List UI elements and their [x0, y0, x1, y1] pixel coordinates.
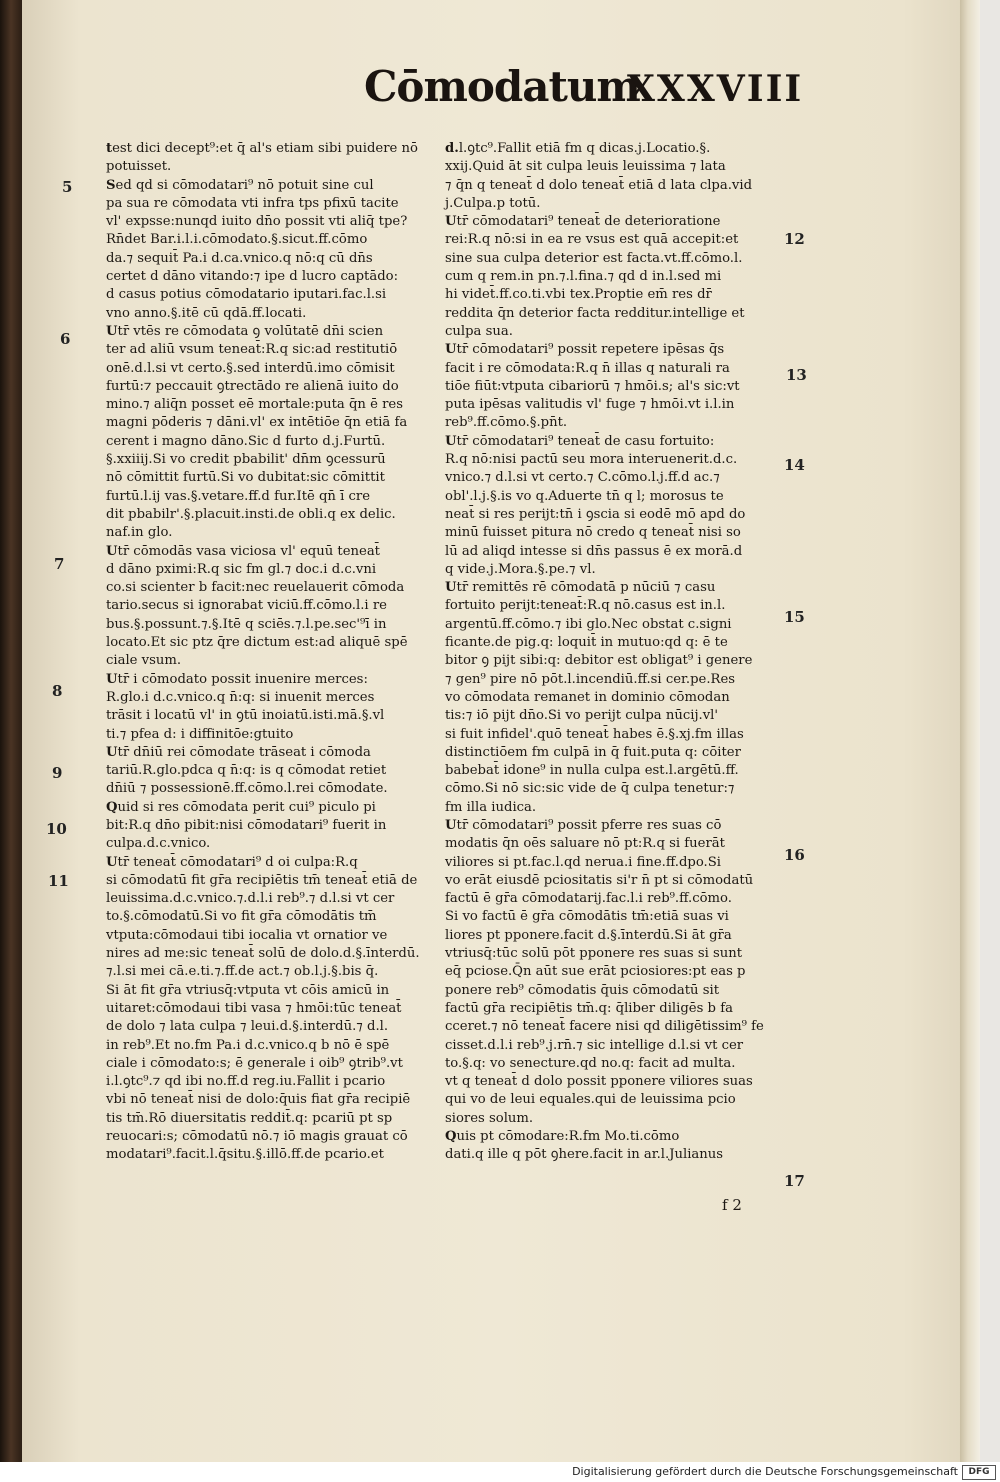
right-text-column: [445, 140, 790, 1165]
signature-mark: f 2: [722, 1196, 742, 1214]
funding-credit: Digitalisierung gefördert durch die Deutsche Forschungsgemeinschaft: [572, 1465, 958, 1478]
paragraph: Utr̄ i cōmodato possit inuenire merces: R.glo.i d.c.vnico.q n̄:q: si inuenit merces trāsit i locatū vl' in ꝯtū inoiatū.isti.mā.§.vl ti.⁊ pfea d: i diffinitōe:gtuito: [106, 671, 385, 742]
left-text-column: [106, 140, 436, 1165]
paragraph: Quid si res cōmodata perit cui⁹ piculo pi bit:R.q dn̄o pibit:nisi cōmodatari⁹ fuerit in culpa.d.c.vnico.: [106, 799, 387, 852]
paragraph: Utr̄ cōmodatari⁹ possit pferre res suas cō modatis q̄n oēs saluare nō pt:R.q si fuerāt viliores si pt.fac.l.qd nerua.i fine.ff.dpo.Si vo erāt eiusdē pciositatis si'r n̄ pt si cōmodatū factū ē gr̄a cōmodatarij.fac.l.i reb⁹.ff.cōmo. Si vo factū ē gr̄a cōmodātis tm̄:etiā suas vi liores pt pponere.facit d.§.īnterdū.Si āt gr̄a vtriusq̄:tūc solū pōt pponere res suas si sunt eq̄ pciose.Q̄n aūt sue erāt pciosiores:pt eas p ponere reb⁹ cōmodatis q̄uis cōmodatū sit factū gr̄a recipiētis tm̄.q: q̄liber diligēs b fa cceret.⁊ nō teneat̄ facere nisi qd diligētissim⁹ fe cisset.d.l.i reb⁹.j.rn̄.⁊ sic intellige d.l.si vt cer to.§.q: vo senecture.qd no.q: facit ad multa. vt q teneat̄ d dolo possit pponere viliores suas qui vo de leui equales.qui de leuissima pcio siores solum.: [445, 817, 764, 1126]
margin-number: 14: [784, 456, 805, 474]
book-page: [22, 0, 980, 1462]
margin-number: 9: [52, 764, 63, 782]
margin-number: 17: [784, 1172, 805, 1190]
book-binding: [0, 0, 22, 1462]
margin-number: 11: [48, 872, 69, 890]
folio-number: XXXVIII: [627, 68, 804, 110]
paragraph: Utr̄ cōmodatari⁹ teneat̄ de casu fortuito: R.q nō:nisi pactū seu mora interuenerit.d.c. vnico.⁊ d.l.si vt certo.⁊ C.cōmo.l.j.ff.d ac.⁊ obl'.l.j.§.is vo q.Aduerte tn̄ q l; morosus te neat̄ si res perijt:tn̄ i ꝯscia si eodē mō apd do minū fuisset pitura nō credo q teneat̄ nisi so lū ad aliqd intesse si dn̄s passus ē ex morā.d q vide.j.Mora.§.pe.⁊ vl.: [445, 433, 746, 577]
paragraph: Utr̄ remittēs rē cōmodatā p nūciū ⁊ casu fortuito perijt:teneat̄:R.q nō.casus est in.l. argentū.ff.cōmo.⁊ ibi glo.Nec obstat c.signi ficante.de pig.q: loquit̄ in mutuo:qd q: ē te bitor ꝯ pijt sibi:q: debitor est obligat⁹ i genere ⁊ gen⁹ pire nō pōt.l.incendiū.ff.si cer.pe.Res vo cōmodata remanet in dominio cōmodan tis:⁊ iō pijt dn̄o.Si vo perijt culpa nūcij.vl' si fuit infidel'.quō teneat̄ habes ē.§.xj.fm illas distinctiōem fm culpā in q̄ fuit.puta q: cōiter babebat̄ idone⁹ in nulla culpa est.l.argētū.ff. cōmo.Si nō sic:sic vide de q̄ culpa tenetur:⁊ fm illa iudica.: [445, 580, 753, 815]
margin-number: 15: [784, 608, 805, 626]
paragraph: Utr̄ teneat̄ cōmodatari⁹ d oi culpa:R.q si cōmodatū fit gr̄a recipiētis tm̄ teneat̄ etiā de leuissima.d.c.vnico.⁊.d.l.i reb⁹.⁊ d.l.si vt cer to.§.cōmodatū.Si vo fit gr̄a cōmodātis tm̄ vtputa:cōmodaui tibi iocalia vt ornatior ve nires ad me:sic teneat̄ solū de dolo.d.§.īnterdū. ⁊.l.si mei cā.e.ti.⁊.ff.de act.⁊ ob.l.j.§.bis q̄. Si āt fit gr̄a vtriusq̄:vtputa vt cōis amicū in uitaret:cōmodaui tibi vasa ⁊ hmōi:tūc teneat̄ de dolo ⁊ lata culpa ⁊ leui.d.§.interdū.⁊ d.l. in reb⁹.Et no.fm Pa.i d.c.vnico.q b nō ē spē ciale i cōmodato:s; ē generale i oib⁹ ꝯtrib⁹.vt i.l.ꝯtc⁹.⁊ qd ibi no.ff.d reg.iu.Fallit i pcario vbi nō teneat̄ nisi de dolo:q̄uis fiat gr̄a recipiē tis tm̄.Rō diuersitatis reddit̄.q: pcariū pt sp reuocari:s; cōmodatū nō.⁊ iō magis grauat cō modatari⁹.facit.l.q̄situ.§.illō.ff.de pcario.et: [106, 854, 420, 1163]
running-title: Cōmodatum: [364, 62, 640, 111]
digitization-footer: [0, 1462, 1000, 1482]
margin-number: 16: [784, 846, 805, 864]
page-heading: [342, 62, 802, 132]
paragraph: Utr̄ cōmodatari⁹ possit repetere ipēsas q̄s facit i re cōmodata:R.q n̄ illas q naturali ra tiōe fiūt:vtputa cibariorū ⁊ hmōi.s; al's sic:vt puta ipēsas valitudis vl' fuge ⁊ hmōi.vt i.l.in reb⁹.ff.cōmo.§.pn̄t.: [445, 342, 740, 431]
margin-number: 13: [786, 366, 807, 384]
margin-number: 12: [784, 230, 805, 248]
paragraph: test dici decept⁹:et q̄ al's etiam sibi puidere nō potuisset.: [106, 141, 418, 175]
paragraph: Utr̄ dn̄iū rei cōmodate trāseat i cōmoda tariū.R.glo.pdca q n̄:q: is q cōmodat retiet dn̄iū ⁊ possessionē.ff.cōmo.l.rei cōmodate.: [106, 744, 388, 797]
paragraph: d.l.ꝯtc⁹.Fallit etiā fm q dicas.j.Locatio.§. xxij.Quid āt sit culpa leuis leuissima ⁊ lata ⁊ q̄n q teneat̄ d dolo teneat̄ etiā d lata clpa.vid j.Culpa.p totū.: [445, 141, 753, 211]
paragraph: Sed qd si cōmodatari⁹ nō potuit sine cul pa sua re cōmodata vti infra tps pfixū tacite vl' expsse:nunqd iuito dn̄o possit vti aliq̄ tpe? Rn̄det Bar.i.l.i.cōmodato.§.sicut.ff.cōmo da.⁊ sequit̄ Pa.i d.ca.vnico.q nō:q cū dn̄s certet d dāno vitando:⁊ ipe d lucro captādo: d casus potius cōmodatario iputari.fac.l.si vno anno.§.itē cū qdā.ff.locati.: [106, 177, 408, 321]
paragraph: Utr̄ vtēs re cōmodata ꝯ volūtatē dn̄i scien ter ad aliū vsum teneat̄:R.q sic:ad restitutiō onē.d.l.si vt certo.§.sed interdū.imo cōmisit furtū:⁊ peccauit ꝯtrectādo re alienā iuito do mino.⁊ aliq̄n posset eē mortale:puta q̄n ē res magni pōderis ⁊ dāni.vl' ex intētiōe q̄n etiā fa cerent i magno dāno.Sic d furto d.j.Furtū. §.xxiiij.Si vo credit pbabilit' dn̄m ꝯcessurū nō cōmittit furtū.Si vo dubitat:sic cōmittit furtū.l.ij vas.§.vetare.ff.d fur.Itē qn̄ ī cre dit pbabilr'.§.placuit.insti.de obli.q ex delic. naf.in glo.: [106, 323, 408, 541]
margin-number: 8: [52, 682, 63, 700]
page-edge: [960, 0, 980, 1462]
dfg-logo: DFG: [962, 1465, 996, 1480]
margin-number: 6: [60, 330, 71, 348]
margin-number: 10: [46, 820, 67, 838]
margin-number: 5: [62, 178, 73, 196]
margin-number: 7: [54, 555, 65, 573]
paragraph: Quis pt cōmodare:R.fm Mo.ti.cōmo dati.q ille q pōt ꝯhere.facit in ar.l.Julianus: [445, 1129, 724, 1163]
paragraph: Utr̄ cōmodās vasa viciosa vl' equū teneat̄ d dāno pximi:R.q sic fm gl.⁊ doc.i d.c.vni co.si scienter b facit:nec reuelauerit cōmoda tario.secus si ignorabat viciū.ff.cōmo.l.i re bus.§.possunt.⁊.§.Itē q sciēs.⁊.l.pe.sec'⁹ī in locato.Et sic ptz q̄re dictum est:ad aliquē spē ciale vsum.: [106, 543, 408, 669]
paragraph: Utr̄ cōmodatari⁹ teneat̄ de deterioratione rei:R.q nō:si in ea re vsus est quā accepit:et sine sua culpa deterior est facta.vt.ff.cōmo.l. cum q rem.in pn.⁊.l.fina.⁊ qd d in.l.sed mi hi videt̄.ff.co.ti.vbi tex.Proptie em̄ res dr̄ reddita q̄n deterior facta redditur.intellige et culpa sua.: [445, 214, 745, 339]
